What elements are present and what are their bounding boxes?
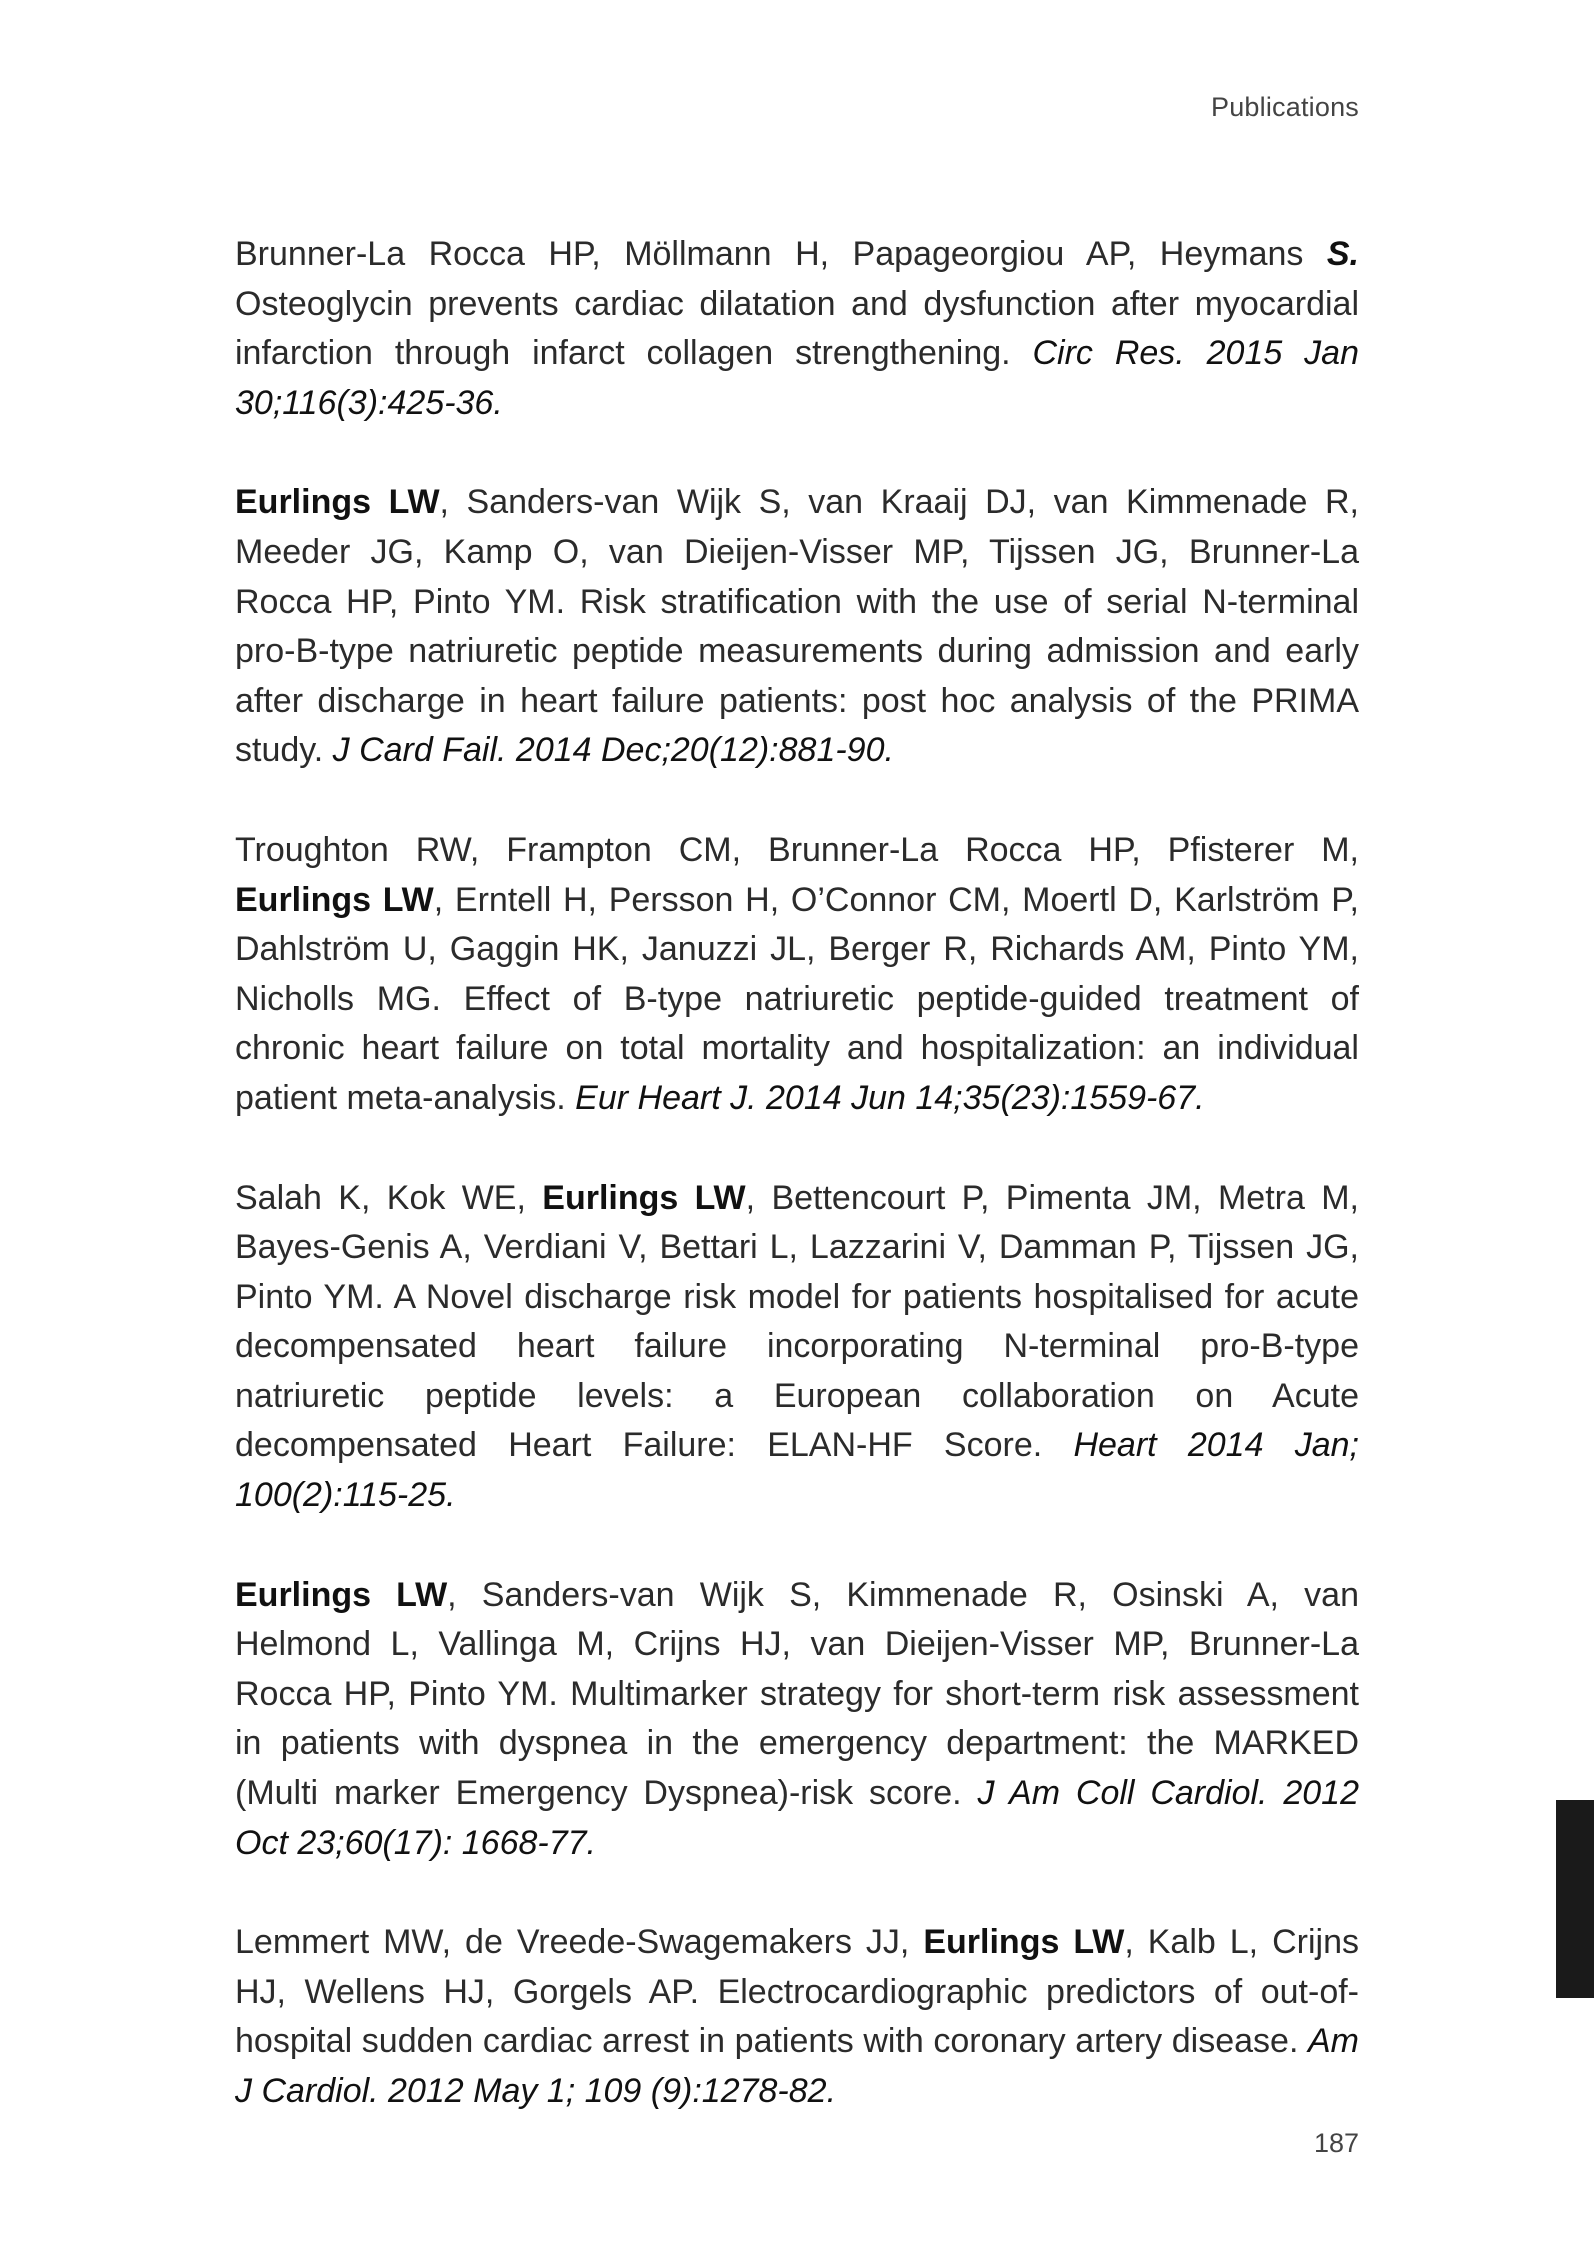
reference-authors: Brunner-La Rocca HP, Möllmann H, Papageorgiou AP, Heymans — [235, 235, 1327, 273]
reference-citation: J Am Coll Cardiol. 2012 Oct 23;60(17): 1668-77. — [235, 1774, 1359, 1862]
reference-authors: Lemmert MW, de Vreede-Swagemakers JJ, — [235, 1923, 924, 1962]
reference-entry — [235, 1174, 1359, 1521]
reference-citation: Circ Res. 2015 Jan 30;116(3):425-36. — [235, 334, 1359, 422]
reference-title: , Sanders-van Wijk S, van Kraaij DJ, van Kimmenade R, Meeder JG, Kamp O, van Dieijen-Visser MP, Tijssen JG, Brunner-La Rocca HP, Pinto YM. Risk stratification with the use of serial N-terminal pro-B-type natriuretic peptide measurements during admission and early after discharge in heart failure patients: post hoc analysis of the PRIMA study. — [235, 483, 1359, 770]
reference-entry — [235, 1571, 1359, 1869]
chapter-thumb-tab — [1556, 1800, 1594, 1998]
reference-title: Osteoglycin prevents cardiac dilatation and dysfunction after myocardial infarction through infarct collagen strengthening. — [235, 284, 1359, 373]
reference-entry — [235, 478, 1359, 776]
reference-citation: Heart 2014 Jan; 100(2):115-25. — [235, 1426, 1359, 1515]
reference-highlighted-author: Eurlings LW — [235, 483, 440, 522]
reference-title: , Erntell H, Persson H, O’Connor CM, Moertl D, Karlström P, Dahlström U, Gaggin HK, Januzzi JL, Berger R, Richards AM, Pinto YM, Nicholls MG. Effect of B-type natriuretic peptide-guided treatment of chronic heart failure on total mortality and hospitalization: an individual patient meta-analysis. — [235, 880, 1360, 1117]
reference-highlighted-author: Eurlings LW — [542, 1178, 746, 1217]
page-number: 187 — [1313, 2128, 1359, 2158]
reference-title: , Bettencourt P, Pimenta JM, Metra M, Bayes-Genis A, Verdiani V, Bettari L, Lazzarini V, Damman P, Tijssen JG, Pinto YM. A Novel discharge risk model for patients hospitalised for acute decompensated heart failure incorporating N-terminal pro-B-type natriuretic peptide levels: a European collaboration on Acute decompensated Heart Failure: ELAN-HF Score. — [235, 1178, 1360, 1465]
reference-authors: Salah K, Kok WE, — [235, 1178, 543, 1217]
reference-entry — [235, 1918, 1359, 2116]
reference-highlighted-author: Eurlings LW — [235, 880, 434, 919]
reference-author-initial: S. — [1326, 235, 1359, 273]
reference-list — [235, 230, 1359, 2167]
reference-highlighted-author: Eurlings LW — [923, 1923, 1125, 1962]
reference-title: , Kalb L, Crijns HJ, Wellens HJ, Gorgels AP. Electrocardiographic predictors of out-of-hospital sudden cardiac arrest in patients with coronary artery disease. — [235, 1923, 1359, 2061]
running-header: Publications — [1211, 92, 1359, 122]
reference-citation: Am J Cardiol. 2012 May 1; 109 (9):1278-82. — [235, 2022, 1359, 2110]
reference-title: , Sanders-van Wijk S, Kimmenade R, Osinski A, van Helmond L, Vallinga M, Crijns HJ, van Dieijen-Visser MP, Brunner-La Rocca HP, Pinto YM. Multimarker strategy for short-term risk assessment in patients with dyspnea in the emergency department: the MARKED (Multi marker Emergency Dyspnea)-risk score. — [235, 1575, 1359, 1813]
reference-citation: J Card Fail. 2014 Dec;20(12):881-90. — [332, 731, 894, 770]
reference-highlighted-author: Eurlings LW — [235, 1575, 448, 1614]
reference-citation: Eur Heart J. 2014 Jun 14;35(23):1559-67. — [575, 1078, 1205, 1117]
reference-entry — [235, 826, 1359, 1124]
reference-entry — [235, 230, 1359, 428]
reference-authors: Troughton RW, Frampton CM, Brunner-La Rocca HP, Pfisterer M, — [235, 830, 1359, 869]
